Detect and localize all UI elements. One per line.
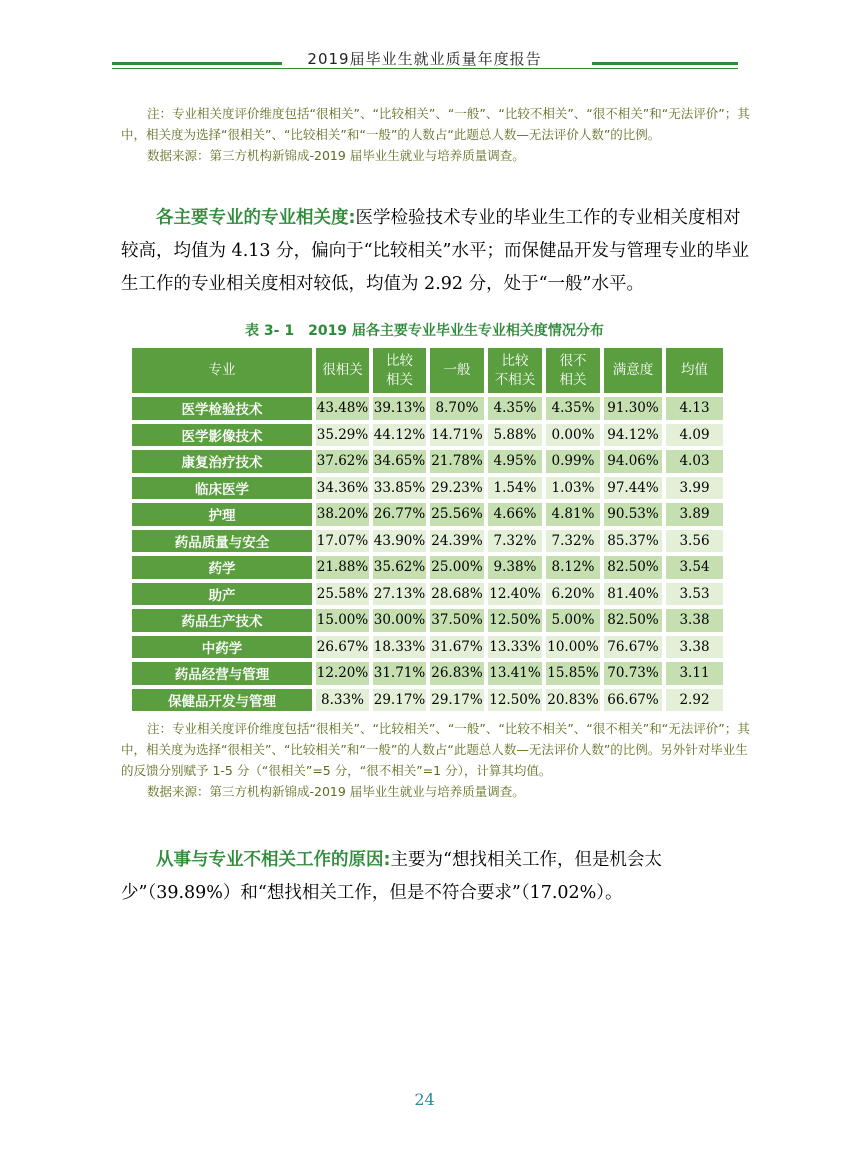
- value-cell: 4.81%: [546, 503, 600, 526]
- value-cell: 21.78%: [430, 450, 484, 473]
- value-cell: 76.67%: [604, 636, 662, 659]
- value-cell: 31.67%: [430, 636, 484, 659]
- value-cell: 81.40%: [604, 583, 662, 606]
- value-cell: 85.37%: [604, 530, 662, 553]
- value-cell: 26.77%: [373, 503, 426, 526]
- value-cell: 44.12%: [373, 424, 426, 447]
- value-cell: 18.33%: [373, 636, 426, 659]
- report-header-title: 2019届毕业生就业质量年度报告: [307, 50, 542, 68]
- value-cell: 3.11: [666, 662, 723, 685]
- table-row: [132, 477, 723, 500]
- major-name-cell: 药学: [132, 556, 312, 579]
- top-note-source: 数据来源：第三方机构新锦成-2019 届毕业生就业与培养质量调查。: [147, 148, 525, 163]
- value-cell: 7.32%: [488, 530, 542, 553]
- major-name-cell: 医学检验技术: [132, 397, 312, 420]
- value-cell: 3.38: [666, 636, 723, 659]
- table-row: [132, 583, 723, 606]
- value-cell: 38.20%: [316, 503, 369, 526]
- major-name-cell: 康复治疗技术: [132, 450, 312, 473]
- value-cell: 8.70%: [430, 397, 484, 420]
- value-cell: 15.00%: [316, 609, 369, 632]
- header-rule-right: [592, 62, 738, 65]
- value-cell: 8.33%: [316, 689, 369, 712]
- paragraph-relevance-heading: 各主要专业的专业相关度:: [156, 208, 356, 228]
- table-note-source: 数据来源：第三方机构新锦成-2019 届毕业生就业与培养质量调查。: [147, 784, 525, 799]
- value-cell: 43.90%: [373, 530, 426, 553]
- value-cell: 3.56: [666, 530, 723, 553]
- header-rule-thin: [112, 68, 738, 69]
- top-note: [121, 103, 751, 166]
- paragraph-relevance: [121, 202, 751, 301]
- value-cell: 37.50%: [430, 609, 484, 632]
- value-cell: 4.13: [666, 397, 723, 420]
- value-cell: 66.67%: [604, 689, 662, 712]
- value-cell: 9.38%: [488, 556, 542, 579]
- paragraph-unrelated-heading: 从事与专业不相关工作的原因:: [156, 850, 391, 870]
- value-cell: 43.48%: [316, 397, 369, 420]
- value-cell: 82.50%: [604, 556, 662, 579]
- value-cell: 3.53: [666, 583, 723, 606]
- value-cell: 4.09: [666, 424, 723, 447]
- value-cell: 14.71%: [430, 424, 484, 447]
- value-cell: 10.00%: [546, 636, 600, 659]
- table-row: [132, 503, 723, 526]
- value-cell: 20.83%: [546, 689, 600, 712]
- value-cell: 26.83%: [430, 662, 484, 685]
- value-cell: 15.85%: [546, 662, 600, 685]
- value-cell: 70.73%: [604, 662, 662, 685]
- major-name-cell: 保健品开发与管理: [132, 689, 312, 712]
- table-row: [132, 397, 723, 420]
- value-cell: 39.13%: [373, 397, 426, 420]
- value-cell: 5.00%: [546, 609, 600, 632]
- value-cell: 33.85%: [373, 477, 426, 500]
- value-cell: 3.99: [666, 477, 723, 500]
- value-cell: 82.50%: [604, 609, 662, 632]
- value-cell: 4.66%: [488, 503, 542, 526]
- value-cell: 2.92: [666, 689, 723, 712]
- col-header-fairly-related: 比较 相关: [373, 348, 426, 393]
- major-name-cell: 临床医学: [132, 477, 312, 500]
- value-cell: 35.62%: [373, 556, 426, 579]
- col-header-satisfaction: 满意度: [604, 348, 662, 393]
- value-cell: 7.32%: [546, 530, 600, 553]
- value-cell: 26.67%: [316, 636, 369, 659]
- major-name-cell: 护理: [132, 503, 312, 526]
- major-name-cell: 药品生产技术: [132, 609, 312, 632]
- page-number: 24: [414, 1090, 435, 1109]
- paragraph-unrelated-reasons: [121, 844, 751, 910]
- value-cell: 6.20%: [546, 583, 600, 606]
- major-name-cell: 药品经营与管理: [132, 662, 312, 685]
- value-cell: 21.88%: [316, 556, 369, 579]
- table-row: [132, 662, 723, 685]
- relevance-table: [128, 344, 727, 715]
- value-cell: 13.41%: [488, 662, 542, 685]
- table-note: [121, 718, 751, 802]
- table-row: [132, 450, 723, 473]
- value-cell: 3.89: [666, 503, 723, 526]
- value-cell: 4.35%: [546, 397, 600, 420]
- header-rule-left: [112, 62, 282, 65]
- value-cell: 4.95%: [488, 450, 542, 473]
- table-row: [132, 609, 723, 632]
- value-cell: 25.58%: [316, 583, 369, 606]
- value-cell: 4.03: [666, 450, 723, 473]
- table-row: [132, 530, 723, 553]
- col-header-neutral: 一般: [430, 348, 484, 393]
- major-name-cell: 助产: [132, 583, 312, 606]
- value-cell: 29.17%: [430, 689, 484, 712]
- col-header-very-unrelated: 很不 相关: [546, 348, 600, 393]
- value-cell: 30.00%: [373, 609, 426, 632]
- table-note-text: 注：专业相关度评价维度包括“很相关”、“比较相关”、“一般”、“比较不相关”、“很不相关”和“无法评价”；其中，相关度为选择“很相关”、“比较相关”和“一般”的人数占“此题总人数—无法评价人数”的比例。另外针对毕业生的反馈分别赋予 1-5 分（“很相关”=5 分，“很不相关”=1 分），计算其均值。: [121, 721, 750, 778]
- value-cell: 0.99%: [546, 450, 600, 473]
- table-row: [132, 556, 723, 579]
- value-cell: 3.54: [666, 556, 723, 579]
- value-cell: 8.12%: [546, 556, 600, 579]
- col-header-mean: 均值: [666, 348, 723, 393]
- value-cell: 37.62%: [316, 450, 369, 473]
- value-cell: 29.17%: [373, 689, 426, 712]
- value-cell: 1.03%: [546, 477, 600, 500]
- value-cell: 34.65%: [373, 450, 426, 473]
- value-cell: 34.36%: [316, 477, 369, 500]
- value-cell: 91.30%: [604, 397, 662, 420]
- value-cell: 25.00%: [430, 556, 484, 579]
- value-cell: 1.54%: [488, 477, 542, 500]
- value-cell: 28.68%: [430, 583, 484, 606]
- value-cell: 25.56%: [430, 503, 484, 526]
- value-cell: 31.71%: [373, 662, 426, 685]
- paragraph-relevance-body: 医学检验技术专业的毕业生工作的专业相关度相对较高，均值为 4.13 分，偏向于“比较相关”水平；而保健品开发与管理专业的毕业生工作的专业相关度相对较低，均值为 2.92 分，处于“一般”水平。: [121, 208, 749, 294]
- paragraph-unrelated-body: 主要为“想找相关工作，但是机会太少”（39.89%）和“想找相关工作，但是不符合要求”（17.02%）。: [121, 850, 662, 903]
- value-cell: 94.12%: [604, 424, 662, 447]
- value-cell: 27.13%: [373, 583, 426, 606]
- value-cell: 13.33%: [488, 636, 542, 659]
- value-cell: 0.00%: [546, 424, 600, 447]
- col-header-fairly-unrelated: 比较 不相关: [488, 348, 542, 393]
- value-cell: 4.35%: [488, 397, 542, 420]
- table-row: [132, 424, 723, 447]
- value-cell: 12.50%: [488, 689, 542, 712]
- value-cell: 24.39%: [430, 530, 484, 553]
- col-header-major: 专业: [132, 348, 312, 393]
- value-cell: 94.06%: [604, 450, 662, 473]
- major-name-cell: 医学影像技术: [132, 424, 312, 447]
- table-row: [132, 636, 723, 659]
- top-note-text: 注：专业相关度评价维度包括“很相关”、“比较相关”、“一般”、“比较不相关”、“很不相关”和“无法评价”；其中，相关度为选择“很相关”、“比较相关”和“一般”的人数占“此题总人数—无法评价人数”的比例。: [121, 106, 750, 142]
- table-caption: 表 3- 1 2019 届各主要专业毕业生专业相关度情况分布: [245, 323, 604, 339]
- table-header-row: [132, 348, 723, 393]
- major-name-cell: 药品质量与安全: [132, 530, 312, 553]
- value-cell: 5.88%: [488, 424, 542, 447]
- value-cell: 35.29%: [316, 424, 369, 447]
- value-cell: 17.07%: [316, 530, 369, 553]
- value-cell: 90.53%: [604, 503, 662, 526]
- major-name-cell: 中药学: [132, 636, 312, 659]
- col-header-very-related: 很相关: [316, 348, 369, 393]
- value-cell: 12.40%: [488, 583, 542, 606]
- value-cell: 12.20%: [316, 662, 369, 685]
- value-cell: 29.23%: [430, 477, 484, 500]
- value-cell: 3.38: [666, 609, 723, 632]
- table-row: [132, 689, 723, 712]
- value-cell: 12.50%: [488, 609, 542, 632]
- value-cell: 97.44%: [604, 477, 662, 500]
